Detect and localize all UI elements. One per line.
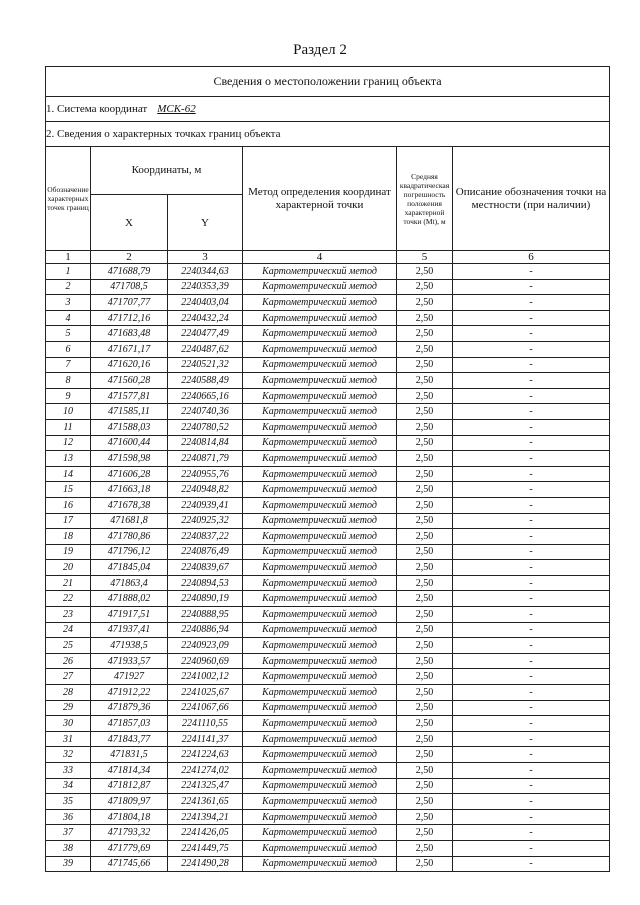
cell-point-number: 4: [46, 310, 91, 326]
cell-method: Картометрический метод: [243, 763, 397, 779]
cell-method: Картометрический метод: [243, 669, 397, 685]
cell-point-number: 25: [46, 638, 91, 654]
cell-description: -: [453, 778, 610, 794]
cell-method: Картометрический метод: [243, 373, 397, 389]
cell-point-number: 37: [46, 825, 91, 841]
cell-error: 2,50: [397, 591, 453, 607]
cell-error: 2,50: [397, 295, 453, 311]
cell-error: 2,50: [397, 685, 453, 701]
cell-x: 471663,18: [91, 482, 168, 498]
cell-description: -: [453, 825, 610, 841]
cell-description: -: [453, 264, 610, 280]
cell-description: -: [453, 497, 610, 513]
cell-y: 2241110,55: [168, 716, 243, 732]
cell-description: -: [453, 591, 610, 607]
table-banner: Сведения о местоположении границ объекта: [46, 67, 610, 97]
cell-point-number: 9: [46, 388, 91, 404]
cell-description: -: [453, 731, 610, 747]
cell-error: 2,50: [397, 451, 453, 467]
cell-description: -: [453, 700, 610, 716]
cell-x: 471933,57: [91, 653, 168, 669]
cell-point-number: 31: [46, 731, 91, 747]
cell-point-number: 33: [46, 763, 91, 779]
cell-error: 2,50: [397, 529, 453, 545]
cell-description: -: [453, 357, 610, 373]
coord-system-value: МСК-62: [157, 103, 196, 115]
cell-point-number: 26: [46, 653, 91, 669]
cell-description: -: [453, 716, 610, 732]
header-y: Y: [168, 195, 243, 251]
column-number: 5: [397, 251, 453, 264]
cell-y: 2240955,76: [168, 466, 243, 482]
table-row: [46, 279, 610, 295]
cell-point-number: 38: [46, 840, 91, 856]
cell-point-number: 6: [46, 341, 91, 357]
cell-x: 471577,81: [91, 388, 168, 404]
cell-y: 2241002,12: [168, 669, 243, 685]
cell-description: -: [453, 856, 610, 872]
cell-x: 471793,32: [91, 825, 168, 841]
cell-method: Картометрический метод: [243, 310, 397, 326]
cell-point-number: 15: [46, 482, 91, 498]
coord-system-row: [46, 97, 610, 122]
cell-description: -: [453, 295, 610, 311]
cell-x: 471879,36: [91, 700, 168, 716]
cell-method: Картометрический метод: [243, 357, 397, 373]
cell-method: Картометрический метод: [243, 341, 397, 357]
cell-method: Картометрический метод: [243, 731, 397, 747]
cell-y: 2240925,32: [168, 513, 243, 529]
table-row: [46, 731, 610, 747]
table-row: [46, 451, 610, 467]
cell-y: 2241490,28: [168, 856, 243, 872]
cell-point-number: 21: [46, 575, 91, 591]
table-row: [46, 669, 610, 685]
cell-method: Картометрический метод: [243, 856, 397, 872]
cell-point-number: 24: [46, 622, 91, 638]
table-row: [46, 856, 610, 872]
header-x: X: [91, 195, 168, 251]
cell-error: 2,50: [397, 731, 453, 747]
table-row: [46, 482, 610, 498]
table-row: [46, 809, 610, 825]
cell-error: 2,50: [397, 264, 453, 280]
cell-y: 2241449,75: [168, 840, 243, 856]
cell-method: Картометрический метод: [243, 747, 397, 763]
cell-x: 471688,79: [91, 264, 168, 280]
cell-description: -: [453, 622, 610, 638]
cell-point-number: 8: [46, 373, 91, 389]
cell-method: Картометрический метод: [243, 794, 397, 810]
cell-description: -: [453, 607, 610, 623]
cell-x: 471917,51: [91, 607, 168, 623]
cell-x: 471863,4: [91, 575, 168, 591]
cell-description: -: [453, 575, 610, 591]
cell-error: 2,50: [397, 763, 453, 779]
cell-error: 2,50: [397, 825, 453, 841]
table-row: [46, 575, 610, 591]
cell-error: 2,50: [397, 560, 453, 576]
header-description: Описание обозначения точки на местности (при наличии): [453, 147, 610, 251]
cell-point-number: 16: [46, 497, 91, 513]
cell-error: 2,50: [397, 341, 453, 357]
cell-error: 2,50: [397, 373, 453, 389]
table-row: [46, 653, 610, 669]
cell-x: 471708,5: [91, 279, 168, 295]
cell-method: Картометрический метод: [243, 653, 397, 669]
cell-error: 2,50: [397, 466, 453, 482]
cell-error: 2,50: [397, 747, 453, 763]
cell-method: Картометрический метод: [243, 264, 397, 280]
cell-point-number: 34: [46, 778, 91, 794]
cell-method: Картометрический метод: [243, 591, 397, 607]
cell-y: 2240814,84: [168, 435, 243, 451]
cell-y: 2241141,37: [168, 731, 243, 747]
cell-y: 2240888,95: [168, 607, 243, 623]
table-row: [46, 825, 610, 841]
cell-description: -: [453, 560, 610, 576]
cell-description: -: [453, 747, 610, 763]
table-row: [46, 700, 610, 716]
table-row: [46, 466, 610, 482]
table-row: [46, 326, 610, 342]
cell-method: Картометрический метод: [243, 825, 397, 841]
table-row: [46, 295, 610, 311]
cell-method: Картометрический метод: [243, 388, 397, 404]
header-coords: Координаты, м: [91, 147, 243, 195]
cell-point-number: 30: [46, 716, 91, 732]
cell-point-number: 39: [46, 856, 91, 872]
cell-description: -: [453, 794, 610, 810]
cell-description: -: [453, 435, 610, 451]
cell-x: 471681,8: [91, 513, 168, 529]
cell-method: Картометрический метод: [243, 513, 397, 529]
cell-description: -: [453, 388, 610, 404]
boundaries-table: [45, 66, 610, 872]
table-row: [46, 763, 610, 779]
cell-x: 471707,77: [91, 295, 168, 311]
cell-x: 471606,28: [91, 466, 168, 482]
column-number: 2: [91, 251, 168, 264]
cell-description: -: [453, 840, 610, 856]
table-row: [46, 622, 610, 638]
coord-system-label: 1. Система координат: [46, 103, 148, 115]
cell-x: 471809,97: [91, 794, 168, 810]
cell-point-number: 28: [46, 685, 91, 701]
cell-point-number: 3: [46, 295, 91, 311]
cell-point-number: 22: [46, 591, 91, 607]
cell-method: Картометрический метод: [243, 575, 397, 591]
cell-y: 2240890,19: [168, 591, 243, 607]
table-row: [46, 638, 610, 654]
cell-y: 2240871,79: [168, 451, 243, 467]
cell-description: -: [453, 466, 610, 482]
table-row: [46, 264, 610, 280]
cell-method: Картометрический метод: [243, 685, 397, 701]
table-row: [46, 419, 610, 435]
cell-method: Картометрический метод: [243, 497, 397, 513]
table-row: [46, 529, 610, 545]
cell-x: 471796,12: [91, 544, 168, 560]
cell-description: -: [453, 310, 610, 326]
cell-y: 2240939,41: [168, 497, 243, 513]
cell-error: 2,50: [397, 856, 453, 872]
cell-error: 2,50: [397, 653, 453, 669]
cell-y: 2241274,02: [168, 763, 243, 779]
cell-y: 2240960,69: [168, 653, 243, 669]
cell-x: 471598,98: [91, 451, 168, 467]
cell-error: 2,50: [397, 326, 453, 342]
column-number: 1: [46, 251, 91, 264]
cell-point-number: 36: [46, 809, 91, 825]
table-row: [46, 404, 610, 420]
header-designation: Обозначение характерных точек границ: [46, 147, 91, 251]
cell-point-number: 14: [46, 466, 91, 482]
cell-method: Картометрический метод: [243, 544, 397, 560]
cell-method: Картометрический метод: [243, 809, 397, 825]
cell-x: 471620,16: [91, 357, 168, 373]
cell-x: 471804,18: [91, 809, 168, 825]
cell-y: 2241426,05: [168, 825, 243, 841]
cell-error: 2,50: [397, 482, 453, 498]
cell-x: 471712,16: [91, 310, 168, 326]
cell-error: 2,50: [397, 357, 453, 373]
cell-method: Картометрический метод: [243, 700, 397, 716]
cell-method: Картометрический метод: [243, 840, 397, 856]
cell-point-number: 1: [46, 264, 91, 280]
cell-y: 2240837,22: [168, 529, 243, 545]
cell-description: -: [453, 544, 610, 560]
header-method: Метод определения координат характерной точки: [243, 147, 397, 251]
cell-point-number: 12: [46, 435, 91, 451]
cell-y: 2240521,32: [168, 357, 243, 373]
cell-x: 471779,69: [91, 840, 168, 856]
table-row: [46, 357, 610, 373]
page-title: Раздел 2: [293, 42, 347, 58]
cell-point-number: 7: [46, 357, 91, 373]
cell-error: 2,50: [397, 279, 453, 295]
cell-x: 471588,03: [91, 419, 168, 435]
cell-x: 471937,41: [91, 622, 168, 638]
cell-x: 471812,87: [91, 778, 168, 794]
cell-x: 471857,03: [91, 716, 168, 732]
cell-y: 2240432,24: [168, 310, 243, 326]
cell-method: Картометрический метод: [243, 529, 397, 545]
cell-y: 2240487,62: [168, 341, 243, 357]
cell-y: 2240948,82: [168, 482, 243, 498]
cell-error: 2,50: [397, 622, 453, 638]
cell-x: 471843,77: [91, 731, 168, 747]
table-row: [46, 544, 610, 560]
cell-method: Картометрический метод: [243, 451, 397, 467]
cell-point-number: 20: [46, 560, 91, 576]
cell-y: 2240344,63: [168, 264, 243, 280]
cell-method: Картометрический метод: [243, 279, 397, 295]
cell-point-number: 18: [46, 529, 91, 545]
cell-error: 2,50: [397, 778, 453, 794]
header-error: Средняя квадратическая погрешность положения характерной точки (Mt), м: [397, 147, 453, 251]
cell-x: 471671,17: [91, 341, 168, 357]
table-row: [46, 513, 610, 529]
cell-y: 2240839,67: [168, 560, 243, 576]
cell-method: Картометрический метод: [243, 466, 397, 482]
cell-method: Картометрический метод: [243, 560, 397, 576]
cell-x: 471683,48: [91, 326, 168, 342]
cell-method: Картометрический метод: [243, 295, 397, 311]
cell-y: 2240403,04: [168, 295, 243, 311]
cell-x: 471938,5: [91, 638, 168, 654]
cell-point-number: 32: [46, 747, 91, 763]
cell-error: 2,50: [397, 700, 453, 716]
cell-error: 2,50: [397, 794, 453, 810]
cell-error: 2,50: [397, 388, 453, 404]
cell-x: 471745,66: [91, 856, 168, 872]
points-heading: 2. Сведения о характерных точках границ объекта: [46, 122, 610, 147]
cell-description: -: [453, 341, 610, 357]
cell-y: 2240477,49: [168, 326, 243, 342]
cell-point-number: 5: [46, 326, 91, 342]
table-row: [46, 591, 610, 607]
table-row: [46, 497, 610, 513]
cell-y: 2241025,67: [168, 685, 243, 701]
cell-error: 2,50: [397, 419, 453, 435]
cell-y: 2241394,21: [168, 809, 243, 825]
table-row: [46, 794, 610, 810]
cell-y: 2240665,16: [168, 388, 243, 404]
cell-error: 2,50: [397, 404, 453, 420]
cell-y: 2240876,49: [168, 544, 243, 560]
cell-method: Картометрический метод: [243, 404, 397, 420]
cell-x: 471927: [91, 669, 168, 685]
cell-y: 2240780,52: [168, 419, 243, 435]
cell-method: Картометрический метод: [243, 607, 397, 623]
cell-point-number: 17: [46, 513, 91, 529]
cell-error: 2,50: [397, 310, 453, 326]
cell-x: 471888,02: [91, 591, 168, 607]
cell-point-number: 13: [46, 451, 91, 467]
cell-error: 2,50: [397, 435, 453, 451]
cell-description: -: [453, 404, 610, 420]
cell-point-number: 10: [46, 404, 91, 420]
cell-y: 2240923,09: [168, 638, 243, 654]
cell-point-number: 29: [46, 700, 91, 716]
cell-y: 2240894,53: [168, 575, 243, 591]
cell-y: 2240588,49: [168, 373, 243, 389]
column-number: 3: [168, 251, 243, 264]
cell-error: 2,50: [397, 607, 453, 623]
column-number: 6: [453, 251, 610, 264]
cell-description: -: [453, 326, 610, 342]
table-row: [46, 607, 610, 623]
cell-error: 2,50: [397, 840, 453, 856]
cell-x: 471585,11: [91, 404, 168, 420]
cell-description: -: [453, 669, 610, 685]
table-row: [46, 388, 610, 404]
table-row: [46, 840, 610, 856]
cell-x: 471678,38: [91, 497, 168, 513]
cell-method: Картометрический метод: [243, 419, 397, 435]
cell-x: 471831,5: [91, 747, 168, 763]
cell-y: 2241325,47: [168, 778, 243, 794]
table-row: [46, 435, 610, 451]
cell-method: Картометрический метод: [243, 716, 397, 732]
table-row: [46, 716, 610, 732]
table-row: [46, 373, 610, 389]
cell-description: -: [453, 513, 610, 529]
cell-point-number: 11: [46, 419, 91, 435]
cell-description: -: [453, 419, 610, 435]
cell-error: 2,50: [397, 669, 453, 685]
cell-description: -: [453, 529, 610, 545]
cell-error: 2,50: [397, 575, 453, 591]
cell-error: 2,50: [397, 513, 453, 529]
cell-point-number: 2: [46, 279, 91, 295]
cell-y: 2240886,94: [168, 622, 243, 638]
cell-description: -: [453, 279, 610, 295]
cell-description: -: [453, 763, 610, 779]
cell-description: -: [453, 653, 610, 669]
table-row: [46, 341, 610, 357]
cell-point-number: 35: [46, 794, 91, 810]
table-row: [46, 685, 610, 701]
cell-y: 2241361,65: [168, 794, 243, 810]
cell-y: 2240353,39: [168, 279, 243, 295]
cell-error: 2,50: [397, 809, 453, 825]
cell-point-number: 23: [46, 607, 91, 623]
cell-x: 471780,86: [91, 529, 168, 545]
cell-x: 471560,28: [91, 373, 168, 389]
cell-method: Картометрический метод: [243, 638, 397, 654]
cell-method: Картометрический метод: [243, 435, 397, 451]
cell-method: Картометрический метод: [243, 778, 397, 794]
cell-error: 2,50: [397, 544, 453, 560]
column-number: 4: [243, 251, 397, 264]
cell-description: -: [453, 451, 610, 467]
cell-x: 471845,04: [91, 560, 168, 576]
cell-description: -: [453, 685, 610, 701]
cell-description: -: [453, 373, 610, 389]
cell-y: 2240740,36: [168, 404, 243, 420]
cell-description: -: [453, 482, 610, 498]
cell-x: 471814,34: [91, 763, 168, 779]
cell-x: 471912,22: [91, 685, 168, 701]
cell-error: 2,50: [397, 638, 453, 654]
cell-error: 2,50: [397, 497, 453, 513]
cell-y: 2241067,66: [168, 700, 243, 716]
cell-point-number: 27: [46, 669, 91, 685]
cell-y: 2241224,63: [168, 747, 243, 763]
cell-description: -: [453, 638, 610, 654]
cell-error: 2,50: [397, 716, 453, 732]
cell-x: 471600,44: [91, 435, 168, 451]
cell-method: Картометрический метод: [243, 482, 397, 498]
table-row: [46, 747, 610, 763]
table-row: [46, 310, 610, 326]
table-row: [46, 560, 610, 576]
cell-description: -: [453, 809, 610, 825]
cell-point-number: 19: [46, 544, 91, 560]
table-row: [46, 778, 610, 794]
cell-method: Картометрический метод: [243, 622, 397, 638]
cell-method: Картометрический метод: [243, 326, 397, 342]
